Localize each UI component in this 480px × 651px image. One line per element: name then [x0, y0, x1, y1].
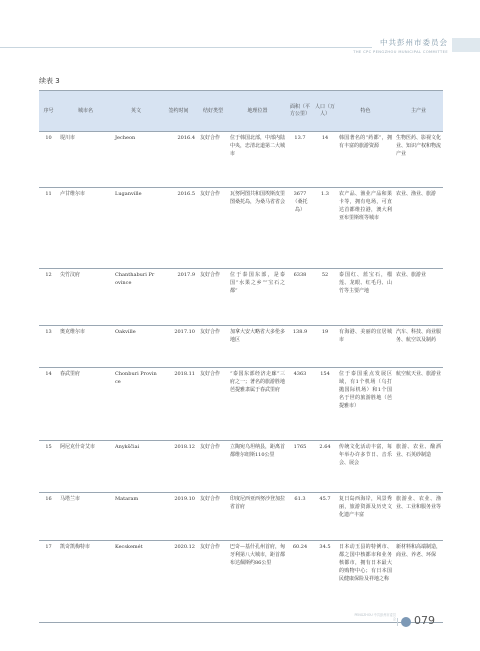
cell-population: 45.7	[319, 496, 331, 502]
cell-city: 堤川市	[60, 135, 76, 141]
cell-location: 立陶宛乌坦纳县，距离首都维尔纽斯110公里	[230, 444, 286, 459]
cell-city: 奥克维尔市	[60, 329, 86, 335]
cell-feature: 复日岛西海岸，风景秀丽，旅游资源及历史文化遗产丰富	[339, 496, 392, 519]
cell-date: 2020.12	[174, 544, 195, 550]
cell-date: 2018.12	[174, 444, 195, 450]
cell-industry: 新材料和高端制造，商业、养老、环保	[396, 544, 442, 559]
cell-feature: 日本动玉县的特例市、都之国中核都市和业务核都市，拥有日本最大的购物中心；有日本国民健康保险及祥地之称	[339, 544, 392, 583]
cell-no: 14	[45, 371, 52, 377]
cell-location: 瓦努阿图共和国埃斯皮里图桑托岛，为桑马省省会	[230, 191, 286, 206]
cell-feature: 韩国著名的“药都”，拥有丰富的旅游资源	[339, 135, 392, 150]
cell-date: 2019.10	[174, 496, 195, 502]
cell-area: 13.7	[294, 135, 306, 141]
cell-city: 马塔兰市	[60, 496, 81, 502]
table-row	[39, 441, 443, 493]
cell-area: 4363	[293, 371, 307, 377]
header-title: 中共彭州市委员会	[380, 38, 448, 47]
cell-location: 位于泰国东部，是泰国“水果之乡”“宝石之都”	[230, 272, 285, 295]
cell-english: Chonburi Province	[115, 371, 157, 386]
sister-city-table	[39, 90, 443, 623]
header-tab	[452, 38, 480, 52]
cell-area: 3677（桑托岛）	[292, 191, 308, 214]
col-header-population: 人口（万人）	[313, 91, 337, 132]
col-header-city: 城市名	[58, 91, 113, 132]
cell-population: 2.64	[319, 444, 331, 450]
cell-area: 60.24	[292, 544, 308, 550]
table-row	[39, 493, 443, 541]
cell-industry: 航空航天业、旅游业	[396, 371, 442, 377]
cell-type: 友好合作	[200, 371, 221, 377]
cell-date: 2017.9	[177, 272, 195, 278]
cell-population: 19	[321, 329, 329, 335]
cell-city: 凯奇凯梅特市	[60, 544, 91, 550]
header-rule	[0, 47, 372, 48]
col-header-no: 序号	[39, 91, 58, 132]
col-header-type: 结好类型	[198, 91, 228, 132]
col-header-english: 英文	[113, 91, 159, 132]
cell-city: 阿尼克什奇艾市	[60, 444, 96, 450]
cell-population: 52	[321, 272, 329, 278]
cell-area: 61.3	[294, 496, 306, 502]
cell-date: 2016.4	[177, 135, 195, 141]
cell-no: 16	[45, 496, 52, 502]
col-header-industry: 主产业	[394, 91, 443, 132]
continued-label: 续表 3	[39, 77, 60, 85]
cell-english: Mataram	[115, 496, 139, 502]
cell-city: 尖竹汶府	[60, 272, 81, 278]
cell-population: 34.5	[319, 544, 331, 550]
cell-population: 1.3	[321, 191, 329, 197]
cell-type: 友好合作	[200, 191, 221, 197]
cell-english: Oakville	[115, 329, 136, 335]
cell-industry: 旅游、农业、酿酒业、石英砂制造	[396, 444, 441, 459]
cell-type: 友好合作	[200, 135, 221, 141]
cell-english: Chanthaburi Province	[115, 272, 155, 287]
cell-english: Anykščiai	[115, 444, 140, 450]
col-header-location: 地理位置	[228, 91, 287, 132]
col-header-area: 面积（平方公里）	[287, 91, 313, 132]
cell-feature: 位于泰国重点发展区域，有1个机场（乌打抛国际机场）和1个国名于世的旅游胜地（芭提雅市）	[339, 371, 392, 410]
cell-type: 友好合作	[200, 496, 221, 502]
cell-english: Kecskemét	[115, 544, 143, 550]
cell-no: 11	[45, 191, 52, 197]
cell-industry: 汽车、科技、商业服务、航空以及制药	[396, 329, 442, 344]
cell-area: 6338	[293, 272, 307, 278]
cell-feature: 传统文化活动丰富，每年举办许多节日、音乐会、展会	[339, 444, 392, 467]
cell-date: 2018.11	[174, 371, 195, 377]
cell-location: 印度尼西亚西努沙登加拉省首府	[230, 496, 286, 511]
cell-feature: 有海港、美丽的宜居城市	[339, 329, 392, 344]
cell-feature: 泰国红、蓝宝石，榴莲、龙眼、红毛丹、山竹等主要产地	[339, 272, 392, 295]
cell-no: 10	[45, 135, 52, 141]
table-row	[39, 326, 443, 368]
cell-type: 友好合作	[200, 444, 221, 450]
cell-industry: 农业、渔业、旅游	[396, 191, 437, 197]
table-row	[39, 269, 443, 326]
cell-industry: 旅游业、农业、渔业、工业和服务业等	[396, 496, 442, 511]
cell-type: 友好合作	[200, 272, 221, 278]
footer-divider	[397, 618, 398, 626]
header-subtitle: THE CPC PENGZHOU MUNICIPAL COMMITTEE	[353, 50, 448, 54]
cell-type: 友好合作	[200, 329, 221, 335]
cell-no: 17	[45, 544, 52, 550]
page-marker-icon	[401, 617, 411, 627]
table-header-row	[39, 91, 443, 132]
cell-english: Jecheon	[115, 135, 136, 141]
cell-industry: 生物医药、影视文化业、知识产权和物流产业	[396, 135, 442, 158]
table-row	[39, 368, 443, 441]
col-header-feature: 特色	[337, 91, 394, 132]
table-row	[39, 132, 443, 188]
cell-location: “泰国东部经济走廊”三府之一；著名的旅游胜地芭提雅隶属于春武里府	[230, 371, 286, 394]
cell-industry: 农业、旅游业	[396, 272, 427, 278]
cell-type: 友好合作	[200, 544, 221, 550]
table-row	[39, 541, 443, 623]
cell-area: 138.9	[292, 329, 308, 335]
table-row	[39, 188, 443, 269]
cell-no: 15	[45, 444, 52, 450]
cell-population: 14	[321, 135, 329, 141]
cell-date: 2016.5	[177, 191, 195, 197]
cell-area: 1765	[293, 444, 307, 450]
footer-decoration-text: PENGZHOU 中共彭州市委员会	[354, 613, 396, 621]
page-number: 079	[414, 614, 435, 627]
cell-date: 2017.10	[174, 329, 195, 335]
cell-no: 12	[45, 272, 52, 278]
cell-location: 巴奇—基什孔州首府，匈牙利第八大城市，距首都布达佩斯约86公里	[230, 544, 286, 567]
cell-location: 位于韩国北部，中部内陆中央，忠清北道第二大城市	[230, 135, 286, 158]
cell-location: 加拿大安大略省大多伦多地区	[230, 329, 286, 344]
cell-city: 春武里府	[60, 371, 81, 377]
cell-feature: 农产品、渔业产品和果卡等，拥有电场，可直达首都维拉港，澳大利亚布里斯班等城市	[339, 191, 392, 222]
col-header-date: 签约时间	[159, 91, 198, 132]
cell-no: 13	[45, 329, 52, 335]
cell-population: 154	[320, 371, 330, 377]
cell-city: 卢甘维尔市	[60, 191, 86, 197]
cell-english: Luganville	[115, 191, 142, 197]
